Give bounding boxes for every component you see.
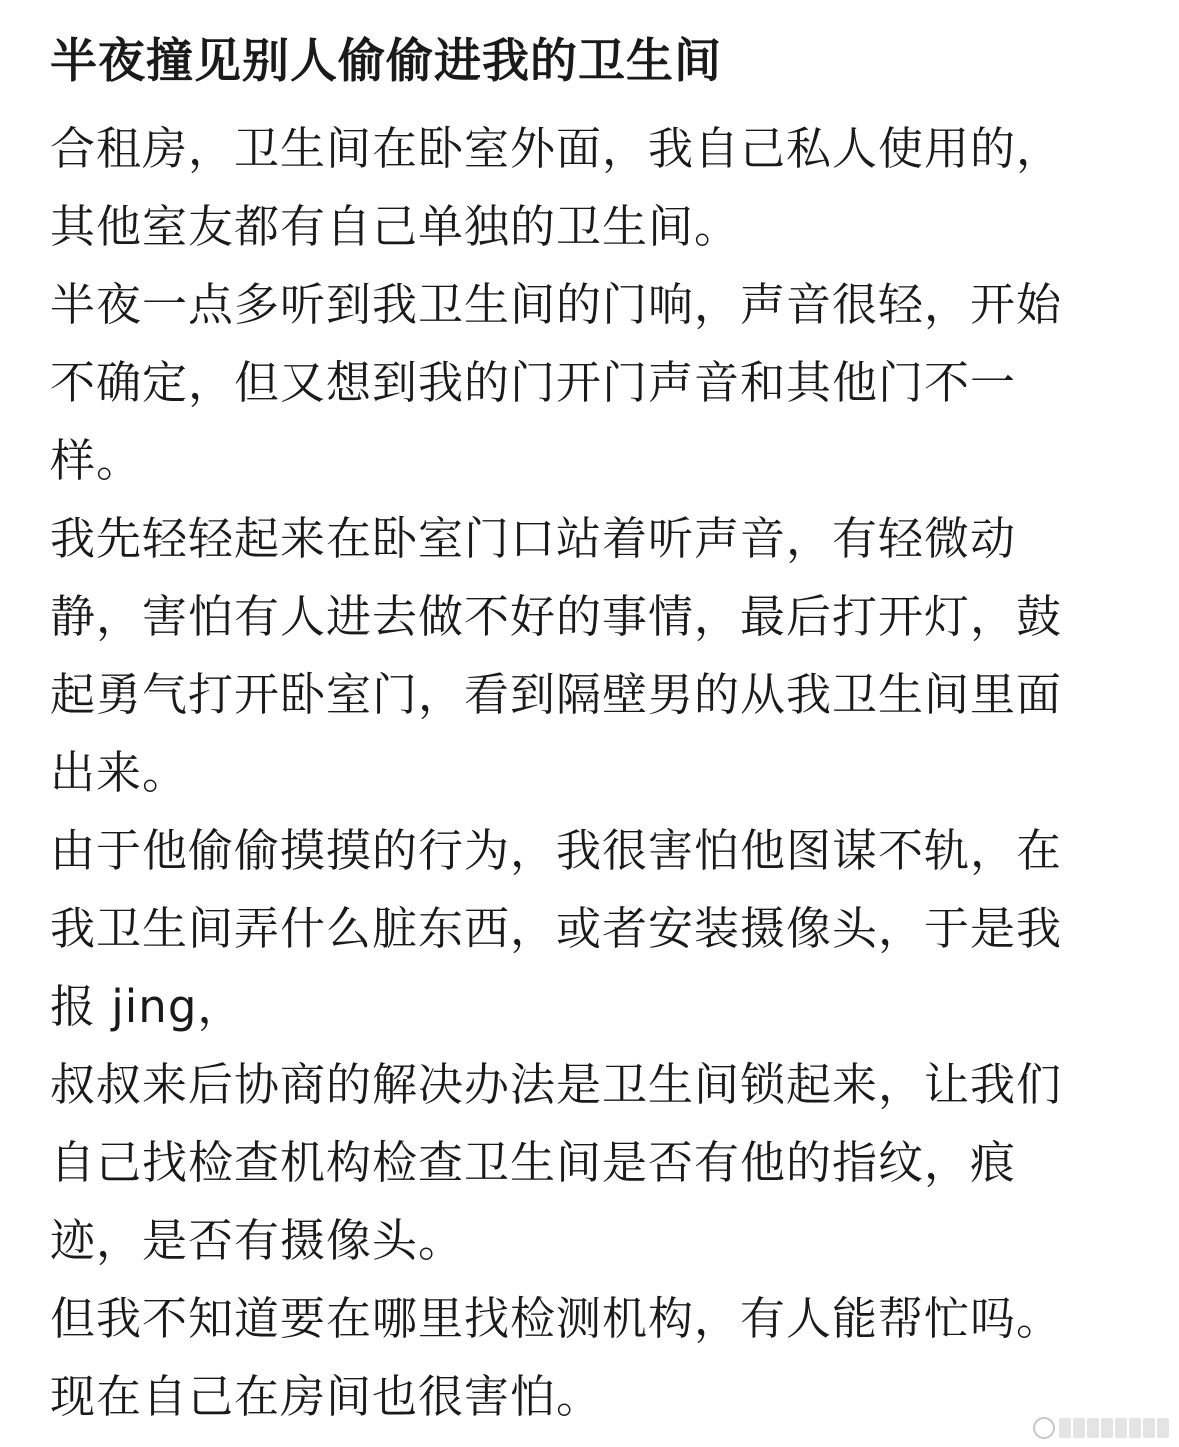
post-content: [50, 28, 1135, 1436]
post-line: 现在自己在房间也很害怕。: [50, 1370, 603, 1423]
post-line: 叔叔来后协商的解决办法是卫生间锁起来，让我们: [50, 1058, 1063, 1111]
post-line: 合租房，卫生间在卧室外面，我自己私人使用的，: [50, 122, 1063, 175]
post-line: 自己找检查机构检查卫生间是否有他的指纹，痕: [50, 1136, 1017, 1189]
post-body: [50, 110, 1135, 1436]
watermark-logo-icon: [1033, 1417, 1055, 1439]
post-line: 但我不知道要在哪里找检测机构，有人能帮忙吗。: [50, 1292, 1063, 1345]
post-line: 由于他偷偷摸摸的行为，我很害怕他图谋不轨，在: [50, 824, 1063, 877]
post-line: 样。: [50, 434, 143, 487]
post-line: 我先轻轻起来在卧室门口站着听声音，有轻微动: [50, 512, 1017, 565]
post-line: 出来。: [50, 746, 189, 799]
post-line: 迹，是否有摄像头。: [50, 1214, 465, 1267]
post-line: 其他室友都有自己单独的卫生间。: [50, 200, 741, 253]
watermark-text-bars: [1059, 1418, 1169, 1438]
post-title: 半夜撞见别人偷偷进我的卫生间: [50, 34, 722, 89]
post-line: 半夜一点多听到我卫生间的门响，声音很轻，开始: [50, 278, 1063, 331]
post-line: 我卫生间弄什么脏东西，或者安装摄像头，于是我: [50, 902, 1063, 955]
post-line: 不确定，但又想到我的门开门声音和其他门不一: [50, 356, 1017, 409]
watermark: [1033, 1417, 1169, 1439]
post-line: 静，害怕有人进去做不好的事情，最后打开灯，鼓: [50, 590, 1063, 643]
post-line: 起勇气打开卧室门，看到隔壁男的从我卫生间里面: [50, 668, 1063, 721]
post-line: 报 jing，: [50, 980, 244, 1033]
